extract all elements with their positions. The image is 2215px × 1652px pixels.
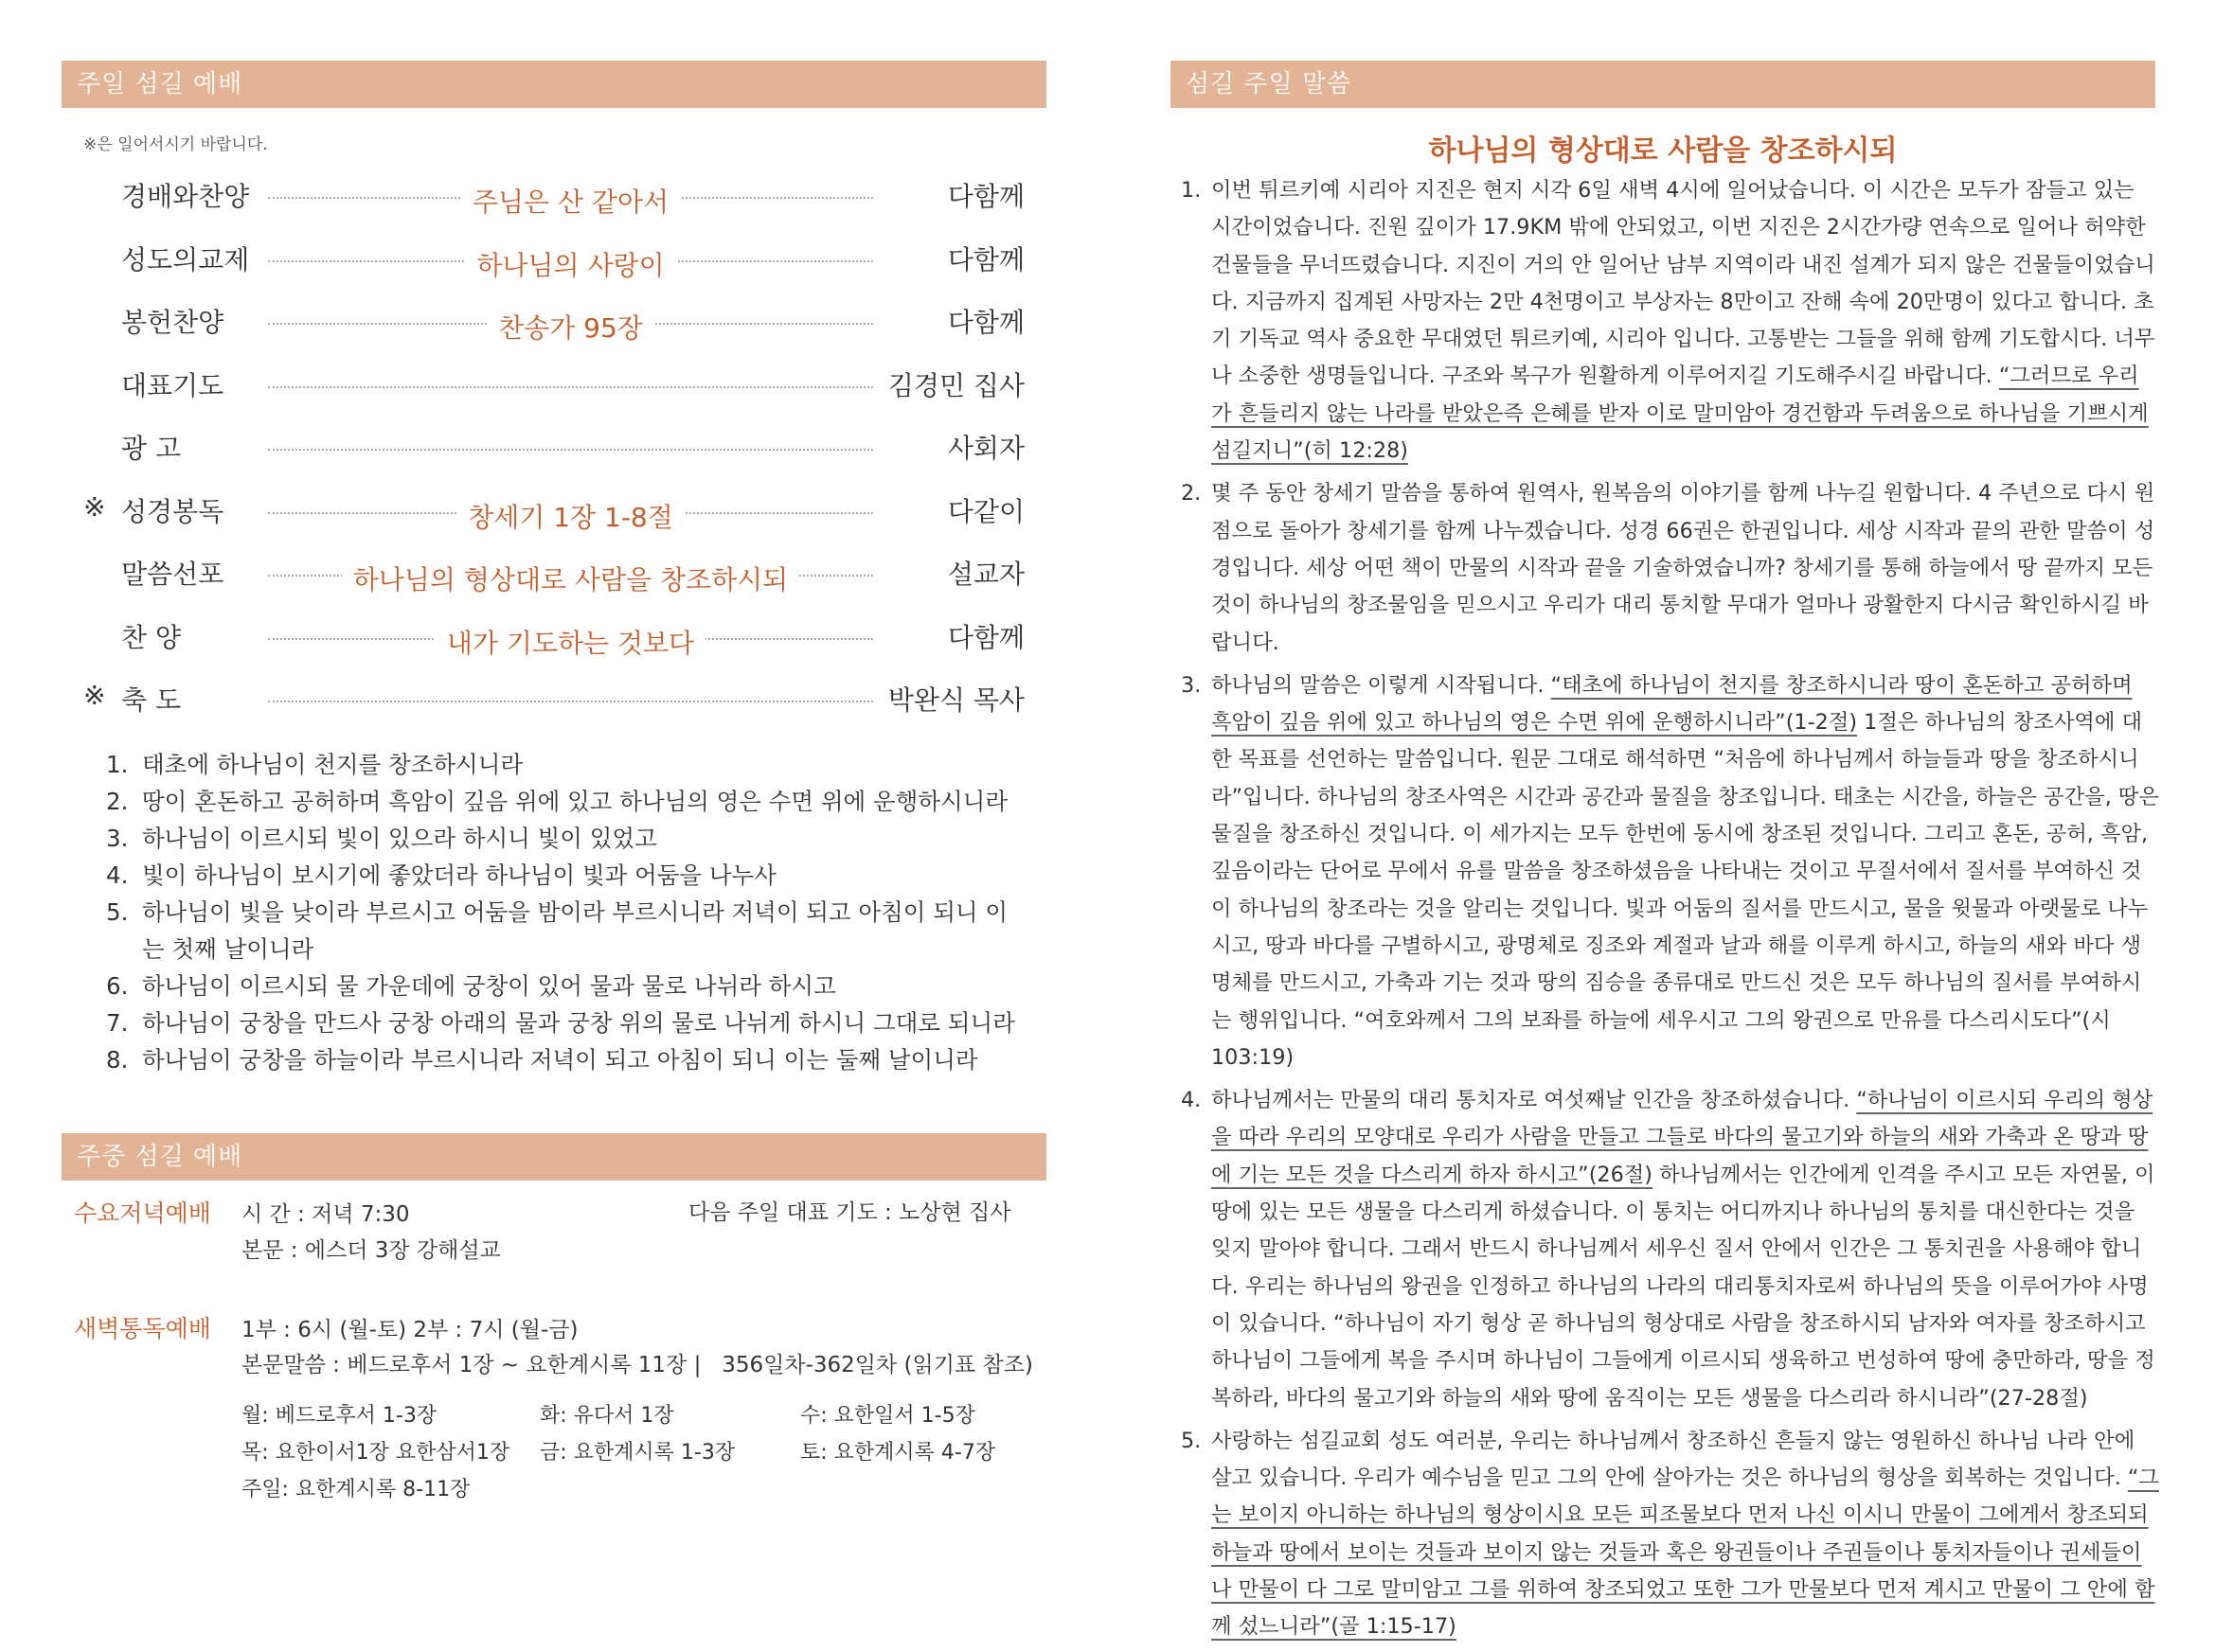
order-label: 말씀선포 bbox=[121, 559, 224, 590]
verse-text: 빛이 하나님이 보시기에 좋았더라 하나님이 빛과 어둠을 나누사 bbox=[142, 862, 777, 889]
verse-item bbox=[106, 857, 1015, 894]
order-label: 봉헌찬양 bbox=[121, 307, 224, 338]
paragraph-body: 사랑하는 섬길교회 성도 여러분, 우리는 하나님께서 창조하신 흔들지 않는 영원하신 하나님 나라 안에 살고 있습니다. 우리가 예수님을 믿고 그의 안에 살아가는 것은 하나님의 형상을 회복하는 것입니다. bbox=[1211, 1428, 2135, 1491]
sermon-section-header: 섬길 주일 말씀 bbox=[1170, 61, 2155, 108]
sermon-paragraph bbox=[1181, 1423, 2159, 1646]
dawn-service-label: 새벽통독예배 bbox=[74, 1315, 211, 1342]
verse-item bbox=[106, 968, 1015, 1004]
order-leader: 다함께 bbox=[947, 181, 1025, 212]
paragraph-number: 4. bbox=[1181, 1088, 1202, 1113]
paragraph-body: 몇 주 동안 창세기 말씀을 통하여 원역사, 원복음의 이야기를 함께 나누길 원합니다. 4 주년으로 다시 원점으로 돌아가 창세기를 함께 나누겠습니다. 성경 66권은 한권입니다. 세상 시작과 끝의 관한 말씀이 성경입니다. 세상 어떤 책이 만물의 시작과 끝을 기술하였습니까? 창세기를 통해 하늘에서 땅 끝까지 모든 것이 하나님의 창조물임을 믿으시고 우리가 대리 통치할 무대가 얼마나 광활한지 다시금 확인하시길 바랍니다. bbox=[1211, 481, 2155, 655]
verse-item bbox=[106, 820, 1015, 857]
order-label: 대표기도 bbox=[121, 369, 224, 401]
paragraph-tail: 1절은 하나님의 창조사역에 대한 목표를 선언하는 말씀입니다. 원문 그대로 해석하면 “처음에 하나님께서 하늘들과 땅을 창조하시니라”입니다. 하나님의 창조사역은 시간과 공간과 물질을 창조입니다. 태초는 시간을, 하늘은 공간을, 땅은 물질을 창조하신 것입니다. 이 세가지는 모두 한번에 동시에 창조된 것입니다. 그리고 혼돈, 공허, 흑암, 깊음이라는 단어로 무에서 유를 말씀을 창조하셨음을 나타내는 것이고 무질서에서 질서를 부여하신 것이 하나님의 창조라는 것을 알리는 것입니다. 빛과 어둠의 질서를 만드시고, 물을 윗물과 아랫물로 나누시고, 땅과 바다를 구별하시고, 광명체로 징조와 계절과 날과 해를 이루게 하시고, 하늘의 새와 바다 생명체를 만드시고, 가축과 기는 것과 땅의 짐승을 종류대로 만드신 것은 모두 하나님의 질서를 부여하시는 행위입니다. “여호와께서 그의 보좌를 하늘에 세우시고 그의 왕권으로 만유를 다스리시도다”(시 103:19) bbox=[1211, 710, 2159, 1070]
sermon-title: 하나님의 형상대로 사람을 창조하시되 bbox=[1428, 134, 1898, 168]
next-week-prayer: 다음 주일 대표 기도 : 노상현 집사 bbox=[688, 1200, 1011, 1225]
order-row bbox=[83, 613, 1025, 661]
verse-number: 6. bbox=[106, 972, 129, 1000]
verse-text: 하나님이 이르시되 물 가운데에 궁창이 있어 물과 물로 나뉘라 하시고 bbox=[142, 972, 836, 1000]
verse-item bbox=[106, 746, 1015, 783]
order-leader: 박완식 목사 bbox=[887, 684, 1025, 716]
order-leader: 다함께 bbox=[947, 621, 1025, 653]
verse-number: 5. bbox=[106, 898, 129, 926]
order-content: 하나님의 형상대로 사람을 창조하시되 bbox=[342, 564, 799, 595]
order-row bbox=[83, 298, 1025, 346]
order-content: 주님은 산 같아서 bbox=[461, 187, 680, 218]
dotted-leader bbox=[268, 701, 873, 702]
verse-number: 4. bbox=[106, 862, 129, 889]
order-content-wrap bbox=[268, 245, 873, 283]
schedule-day: 월: 베드로후서 1-3장 bbox=[241, 1404, 438, 1428]
sermon-paragraphs bbox=[1181, 172, 2159, 1652]
verse-text: 하나님이 궁창을 하늘이라 부르시니라 저녁이 되고 아침이 되니 이는 둘째 날이니라 bbox=[142, 1046, 978, 1074]
paragraph-number: 2. bbox=[1181, 481, 1202, 506]
order-label: 경배와찬양 bbox=[121, 181, 250, 212]
wednesday-service-label: 수요저녁예배 bbox=[74, 1199, 211, 1227]
paragraph-tail: 하나님께서는 인간에게 인격을 주시고 모든 자연물, 이 땅에 있는 모든 생물을 다스리게 하셨습니다. 이 통치는 어디까지나 하나님의 통치를 대신한다는 것을 잊지 말아야 합니다. 그래서 반드시 하나님께서 세우신 질서 안에서 인간은 그 통치권을 사용해야 합니다. 우리는 하나님의 왕권을 인정하고 하나님의 나라의 대리통치자로써 하나님의 뜻을 이루어가야 사명이 있습니다. “하나님이 자기 형상 곧 하나님의 형상대로 사람을 창조하시되 남자와 여자를 창조하시고 하나님이 그들에게 복을 주시며 하나님이 그들에게 이르시되 생육하고 번성하여 땅에 충만하라, 땅을 정복하라, 바다의 물고기와 하늘의 새와 땅에 움직이는 모든 생물을 다스리라 하시니라”(27-28절) bbox=[1211, 1162, 2155, 1411]
order-leader: 사회자 bbox=[947, 433, 1025, 464]
sunday-service-header: 주일 섬길 예배 bbox=[62, 61, 1046, 108]
verse-text: 하나님이 빛을 낮이라 부르시고 어둠을 밤이라 부르시니라 저녁이 되고 아침이 되니 이는 첫째 날이니라 bbox=[142, 898, 1009, 963]
midweek-service-header: 주중 섬길 예배 bbox=[62, 1133, 1046, 1181]
scripture-quote: “그는 보이지 아니하는 하나님의 형상이시요 모든 피조물보다 먼저 나신 이시니 만물이 그에게서 창조되되 하늘과 땅에서 보이는 것들과 보이지 않는 것들과 혹은 왕권들이나 주권들이나 통치자들이나 권세들이나 만물이 다 그로 말미암고 그를 위하여 창조되었고 또한 그가 만물보다 먼저 계시고 만물이 그 안에 함께 섰느니라”(골 1:15-17) bbox=[1211, 1465, 2159, 1640]
scripture-quote: “태초에 하나님이 천지를 창조하시니라 땅이 혼돈하고 공허하며 흑암이 깊음 위에 있고 하나님의 영은 수면 위에 운행하시니라”(1-2절) bbox=[1211, 672, 2133, 736]
paragraph-body: 하나님께서는 만물의 대리 통치자로 여섯째날 인간을 창조하셨습니다. bbox=[1211, 1088, 1857, 1113]
dawn-service-time: 1부 : 6시 (월-토) 2부 : 7시 (월-금) bbox=[241, 1318, 579, 1342]
order-content: 창세기 1장 1-8절 bbox=[456, 502, 685, 533]
verse-number: 2. bbox=[106, 788, 129, 815]
scripture-quote: “그러므로 우리가 흔들리지 않는 나라를 받았은즉 은혜를 받자 이로 말미암아 경건함과 두려움으로 하나님을 기쁘시게 섬길지니”(히 12:28) bbox=[1211, 364, 2149, 464]
order-leader: 설교자 bbox=[947, 559, 1025, 590]
paragraph-number: 5. bbox=[1181, 1428, 1202, 1453]
paragraph-body: 이번 튀르키예 시리아 지진은 현지 시각 6일 새벽 4시에 일어났습니다. 이 시간은 모두가 잠들고 있는 시간이었습니다. 진원 깊이가 17.9KM 밖에 안되었고, 이번 지진은 2시간가량 연속으로 일어나 허약한 건물들을 무너뜨렸습니다. 지진이 거의 안 일어난 남부 지역이라 내진 설계가 되지 않은 건물들이었습니다. 지금까지 집계된 사망자는 2만 4천명이고 부상자는 8만이고 잔해 속에 20만명이 있다고 합니다. 초기 기독교 역사 중요한 무대였던 튀르키예, 시리아 입니다. 고통받는 그들을 위해 함께 기도합시다. 너무나 소중한 생명들입니다. 구조와 복구가 원활하게 이루어지길 기도해주시길 바랍니다. bbox=[1211, 178, 2155, 389]
wednesday-service-text: 본문 : 에스더 3장 강해설교 bbox=[241, 1238, 501, 1263]
standing-mark: ※ bbox=[83, 490, 106, 523]
order-content-wrap bbox=[268, 560, 873, 597]
standing-mark: ※ bbox=[83, 680, 106, 711]
order-leader: 다함께 bbox=[947, 243, 1025, 275]
order-row bbox=[83, 550, 1025, 597]
order-row bbox=[83, 172, 1025, 220]
wednesday-service-time: 시 간 : 저녁 7:30 bbox=[241, 1202, 410, 1227]
verse-number: 1. bbox=[106, 751, 129, 778]
order-content: 하나님의 사랑이 bbox=[465, 250, 675, 281]
order-content-wrap bbox=[268, 182, 873, 220]
sermon-paragraph bbox=[1181, 172, 2159, 470]
order-content-wrap bbox=[268, 623, 873, 661]
order-row bbox=[83, 676, 1025, 723]
order-content-wrap bbox=[268, 497, 873, 535]
scripture-quote: “하나님이 이르시되 우리의 형상을 따라 우리의 모양대로 우리가 사람을 만들고 그들로 바다의 물고기와 하늘의 새와 가축과 온 땅과 땅에 기는 모든 것을 다스리게 하자 하시고”(26절) bbox=[1211, 1088, 2153, 1187]
order-content: 내가 기도하는 것보다 bbox=[436, 628, 706, 659]
order-content: 찬송가 95장 bbox=[487, 312, 654, 344]
schedule-day: 토: 요한계시록 4-7장 bbox=[800, 1441, 996, 1465]
verse-text: 태초에 하나님이 천지를 창조하시니라 bbox=[142, 751, 524, 778]
paragraph-number: 1. bbox=[1181, 178, 1202, 203]
order-label: 성경봉독 bbox=[121, 495, 224, 527]
schedule-day: 주일: 요한계시록 8-11장 bbox=[241, 1478, 471, 1501]
dawn-service-text: 본문말씀 : 베드로후서 1장 ~ 요한계시록 11장 | 356일차-362일차 (읽기표 참조) bbox=[241, 1353, 1033, 1377]
order-label: 성도의교제 bbox=[121, 243, 250, 275]
verse-text: 하나님이 이르시되 빛이 있으라 하시니 빛이 있었고 bbox=[142, 825, 657, 852]
order-leader: 다함께 bbox=[947, 307, 1025, 338]
order-leader: 다같이 bbox=[947, 495, 1025, 527]
sermon-paragraph bbox=[1181, 475, 2159, 661]
order-row bbox=[83, 488, 1025, 535]
order-row bbox=[83, 424, 1025, 471]
paragraph-number: 3. bbox=[1181, 672, 1202, 698]
order-label: 찬 양 bbox=[121, 621, 181, 653]
order-label: 광 고 bbox=[121, 433, 181, 464]
scripture-verses bbox=[106, 746, 1015, 1078]
schedule-day: 화: 유다서 1장 bbox=[540, 1404, 674, 1428]
paragraph-body: 하나님의 말씀은 이렇게 시작됩니다. bbox=[1211, 672, 1551, 698]
order-row bbox=[83, 362, 1025, 409]
verse-number: 8. bbox=[106, 1046, 129, 1074]
schedule-day: 금: 요한계시록 1-3장 bbox=[540, 1441, 736, 1465]
verse-item bbox=[106, 894, 1015, 968]
verse-number: 7. bbox=[106, 1009, 129, 1037]
verse-text: 땅이 혼돈하고 공허하며 흑암이 깊음 위에 있고 하나님의 영은 수면 위에 운행하시니라 bbox=[142, 788, 1009, 815]
verse-text: 하나님이 궁창을 만드사 궁창 아래의 물과 궁창 위의 물로 나뉘게 하시니 그대로 되니라 bbox=[142, 1009, 1015, 1037]
verse-item bbox=[106, 783, 1015, 820]
order-leader: 김경민 집사 bbox=[887, 369, 1025, 401]
schedule-day: 수: 요한일서 1-5장 bbox=[800, 1404, 975, 1428]
verse-item bbox=[106, 1041, 1015, 1078]
standing-note: ※은 일어서시기 바랍니다. bbox=[83, 135, 268, 154]
verse-item bbox=[106, 1004, 1015, 1041]
sermon-paragraph bbox=[1181, 667, 2159, 1076]
dotted-leader bbox=[268, 449, 873, 451]
order-content-wrap bbox=[268, 308, 873, 346]
dotted-leader bbox=[268, 386, 873, 388]
schedule-day: 목: 요한이서1장 요한삼서1장 bbox=[241, 1441, 510, 1465]
verse-number: 3. bbox=[106, 825, 129, 852]
order-label: 축 도 bbox=[121, 684, 181, 716]
order-row bbox=[83, 236, 1025, 283]
sermon-paragraph bbox=[1181, 1082, 2159, 1417]
